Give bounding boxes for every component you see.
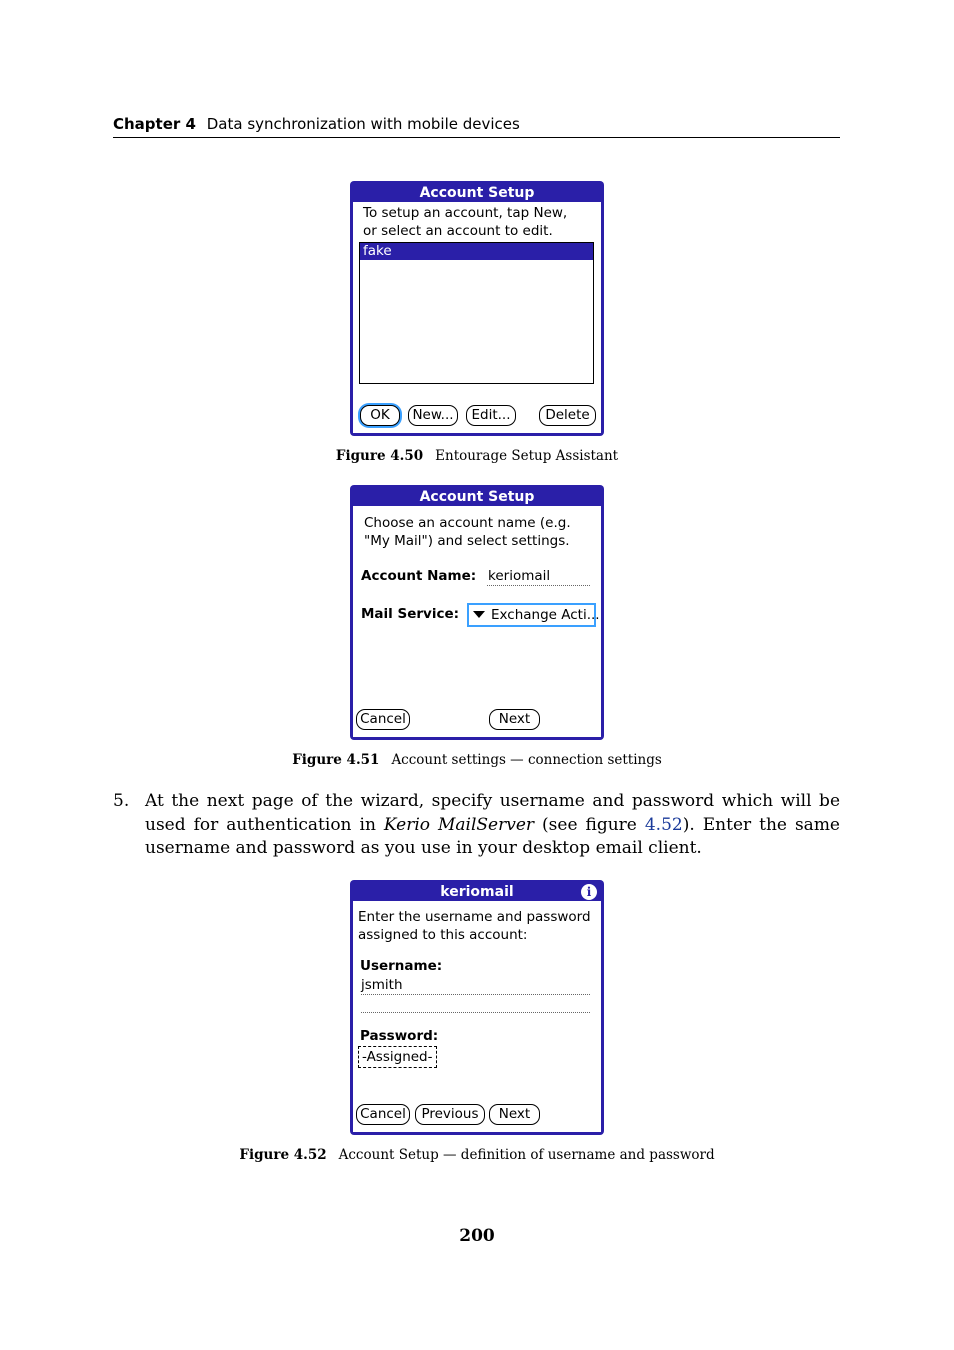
running-header (113, 115, 840, 138)
figure-number: Figure 4.51 (292, 752, 380, 768)
list-item[interactable]: fake (360, 243, 593, 260)
mail-service-label: Mail Service: (361, 606, 460, 622)
screen-body (353, 901, 601, 1132)
page-number: 200 (459, 1226, 495, 1246)
previous-button[interactable]: Previous (415, 1104, 485, 1125)
edit-button[interactable]: Edit... (466, 405, 516, 426)
window-title: keriomail i (353, 883, 601, 901)
figure-4-51-screen (350, 485, 604, 740)
chapter-title: Data synchronization with mobile devices (206, 115, 520, 133)
next-button[interactable]: Next (489, 1104, 540, 1125)
figure-caption (0, 448, 954, 464)
mail-service-value: Exchange Acti... (491, 607, 600, 623)
figure-link[interactable]: 4.52 (644, 814, 683, 835)
instruction-line-1: Choose an account name (e.g. (364, 515, 571, 531)
window-title: Account Setup (419, 489, 535, 505)
field-underline (361, 1012, 590, 1013)
cancel-button[interactable]: Cancel (356, 1104, 410, 1125)
account-list[interactable] (359, 242, 594, 384)
list-number: 5. (113, 791, 130, 811)
figure-number: Figure 4.50 (335, 448, 424, 464)
password-field[interactable]: -Assigned- (358, 1046, 437, 1068)
screen-body (353, 202, 601, 433)
dropdown-arrow-icon (473, 611, 485, 618)
screen-body (353, 506, 601, 737)
ok-button[interactable]: OK (360, 405, 400, 426)
info-icon[interactable]: i (581, 884, 597, 900)
figure-4-52-screen (350, 880, 604, 1135)
product-name: Kerio MailServer (383, 814, 535, 835)
field-underline (487, 585, 590, 586)
account-name-label: Account Name: (361, 568, 477, 584)
instruction-line-1: Enter the username and password (358, 909, 591, 925)
instruction-line-2: assigned to this account: (358, 927, 528, 943)
mail-service-select[interactable] (467, 603, 600, 627)
figure-number: Figure 4.52 (239, 1147, 327, 1163)
caption-text: Entourage Setup Assistant (435, 448, 619, 464)
cancel-button[interactable]: Cancel (356, 709, 410, 730)
field-underline (361, 994, 590, 995)
account-name-field[interactable]: keriomail (488, 568, 551, 584)
next-button[interactable]: Next (489, 709, 540, 730)
delete-button[interactable]: Delete (539, 405, 596, 426)
new-button[interactable]: New... (408, 405, 458, 426)
caption-text: Account settings — connection settings (391, 752, 662, 768)
username-field[interactable]: jsmith (361, 977, 403, 993)
chapter-label: Chapter 4 (113, 115, 196, 133)
instruction-line-2: "My Mail") and select settings. (364, 533, 570, 549)
paragraph-text: At the next page of the wizard, specify username and password which will be used for authentication in Kerio MailServer (see figure 4.52). Enter the same username and password as you use in your desktop email client. (145, 791, 840, 858)
figure-caption (0, 752, 954, 768)
caption-text: Account Setup — definition of username and password (338, 1147, 715, 1163)
figure-4-50-screen (350, 181, 604, 436)
window-title: Account Setup (419, 185, 535, 201)
figure-caption (0, 1147, 954, 1163)
instruction-line-2: or select an account to edit. (363, 223, 553, 239)
instruction-line-1: To setup an account, tap New, (363, 205, 568, 221)
username-label: Username: (360, 958, 443, 974)
password-label: Password: (360, 1028, 439, 1044)
